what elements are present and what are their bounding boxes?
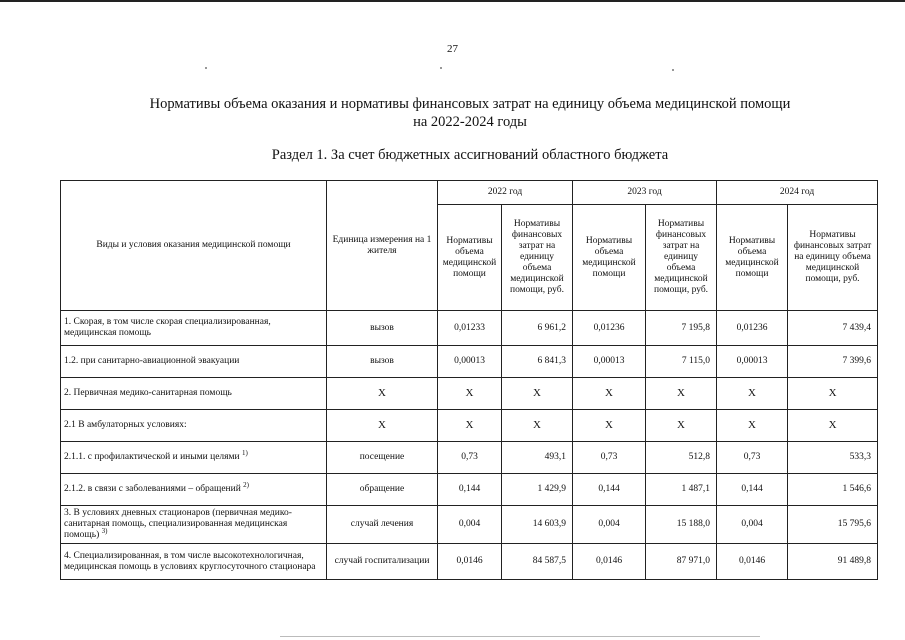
cell-norm-cost: 533,3 <box>788 442 878 474</box>
cell-norm-volume: Х <box>573 410 646 442</box>
cell-norm-cost: 87 971,0 <box>646 544 717 580</box>
cell-norm-volume: Х <box>573 378 646 410</box>
cell-norm-volume: Х <box>717 378 788 410</box>
header-year-2023: 2023 год <box>573 181 717 205</box>
table-row <box>61 474 878 506</box>
cell-norm-volume: 0,004 <box>438 506 502 544</box>
row-unit: Х <box>327 378 438 410</box>
section-heading: Раздел 1. За счет бюджетных ассигнований областного бюджета <box>271 147 669 163</box>
row-label <box>61 544 327 580</box>
cell-norm-volume: 0,0146 <box>573 544 646 580</box>
footnote-marker: 2) <box>243 480 250 489</box>
page-top-border <box>0 0 905 2</box>
table-row <box>61 346 878 378</box>
cell-norm-cost: 7 439,4 <box>788 311 878 346</box>
header-norm-volume: Нормативы объема медицинской помощи <box>717 205 788 311</box>
footnote-marker: 3) <box>101 526 108 535</box>
cell-norm-volume: 0,144 <box>573 474 646 506</box>
row-unit: случай лечения <box>327 506 438 544</box>
cell-norm-cost: 6 841,3 <box>502 346 573 378</box>
row-unit: случай госпитализации <box>327 544 438 580</box>
table-row <box>61 544 878 580</box>
header-norm-cost: Нормативы финансовых затрат на единицу объема медицинской помощи, руб. <box>788 205 878 311</box>
cell-norm-volume: 0,73 <box>438 442 502 474</box>
scan-speck <box>440 67 442 69</box>
cell-norm-cost: 6 961,2 <box>502 311 573 346</box>
row-label <box>61 311 327 346</box>
title-line-2: на 2022-2024 годы <box>413 114 527 130</box>
row-label <box>61 410 327 442</box>
header-norm-volume: Нормативы объема медицинской помощи <box>573 205 646 311</box>
title-line-1: Нормативы объема оказания и нормативы финансовых затрат на единицу объема медицинской помощи <box>149 96 791 112</box>
header-norm-cost: Нормативы финансовых затрат на единицу объема медицинской помощи, руб. <box>502 205 573 311</box>
row-label-text: 2.1.1. с профилактической и иными целями <box>64 452 242 462</box>
row-unit: вызов <box>327 346 438 378</box>
row-label <box>61 378 327 410</box>
cell-norm-volume: Х <box>717 410 788 442</box>
scan-artifact-line <box>280 636 760 637</box>
row-label-text: 1.2. при санитарно-авиационной эвакуации <box>64 356 240 366</box>
row-label <box>61 474 327 506</box>
cell-norm-cost: 15 795,6 <box>788 506 878 544</box>
row-label <box>61 442 327 474</box>
row-unit: вызов <box>327 311 438 346</box>
header-type: Виды и условия оказания медицинской помощи <box>61 181 327 311</box>
table-row <box>61 506 878 544</box>
cell-norm-cost: 15 188,0 <box>646 506 717 544</box>
table-row <box>61 378 878 410</box>
scan-speck <box>672 69 674 71</box>
cell-norm-volume: 0,01236 <box>573 311 646 346</box>
cell-norm-cost: Х <box>788 378 878 410</box>
cell-norm-volume: 0,00013 <box>717 346 788 378</box>
cell-norm-volume: 0,73 <box>717 442 788 474</box>
row-unit: обращение <box>327 474 438 506</box>
cell-norm-cost: 1 546,6 <box>788 474 878 506</box>
table-row <box>61 442 878 474</box>
cell-norm-cost: Х <box>788 410 878 442</box>
cell-norm-cost: Х <box>646 410 717 442</box>
table-body <box>61 311 878 580</box>
document-title <box>60 95 880 131</box>
cell-norm-volume: Х <box>438 410 502 442</box>
table-row <box>61 311 878 346</box>
cell-norm-volume: 0,004 <box>573 506 646 544</box>
header-norm-volume: Нормативы объема медицинской помощи <box>438 205 502 311</box>
cell-norm-volume: 0,144 <box>717 474 788 506</box>
cell-norm-volume: 0,00013 <box>573 346 646 378</box>
row-label-text: 2.1.2. в связи с заболеваниями – обращений <box>64 484 244 494</box>
cell-norm-volume: 0,0146 <box>717 544 788 580</box>
scan-speck <box>205 67 207 69</box>
cell-norm-volume: 0,00013 <box>438 346 502 378</box>
header-unit: Единица измерения на 1 жителя <box>327 181 438 311</box>
cell-norm-volume: Х <box>438 378 502 410</box>
row-unit: Х <box>327 410 438 442</box>
footnote-marker: 1) <box>242 448 248 457</box>
cell-norm-cost: 91 489,8 <box>788 544 878 580</box>
cell-norm-cost: 7 115,0 <box>646 346 717 378</box>
cell-norm-volume: 0,0146 <box>438 544 502 580</box>
cell-norm-volume: 0,01233 <box>438 311 502 346</box>
row-label-text: 2. Первичная медико-санитарная помощь <box>64 388 232 398</box>
row-label-text: 4. Специализированная, в том числе высокотехнологичная, медицинская помощь в условиях круглосуточного стационара <box>64 550 316 572</box>
cell-norm-cost: 493,1 <box>502 442 573 474</box>
row-label-text: 3. В условиях дневных стационаров (первичная медико-санитарная помощь, специализированная медицинская помощь) <box>64 508 292 540</box>
cell-norm-cost: Х <box>502 378 573 410</box>
cell-norm-volume: 0,004 <box>717 506 788 544</box>
norms-table <box>60 180 878 580</box>
row-label <box>61 346 327 378</box>
cell-norm-volume: 0,01236 <box>717 311 788 346</box>
table-row <box>61 410 878 442</box>
row-label <box>61 506 327 544</box>
cell-norm-cost: 7 195,8 <box>646 311 717 346</box>
cell-norm-volume: 0,144 <box>438 474 502 506</box>
header-norm-cost: Нормативы финансовых затрат на единицу объема медицинской помощи, руб. <box>646 205 717 311</box>
page-number: 27 <box>447 43 458 55</box>
cell-norm-cost: Х <box>502 410 573 442</box>
cell-norm-cost: 512,8 <box>646 442 717 474</box>
header-year-2022: 2022 год <box>438 181 573 205</box>
row-label-text: 1. Скорая, в том числе скорая специализированная, медицинская помощь <box>64 317 271 338</box>
cell-norm-cost: 14 603,9 <box>502 506 573 544</box>
cell-norm-cost: 1 487,1 <box>646 474 717 506</box>
row-label-text: 2.1 В амбулаторных условиях: <box>64 420 187 430</box>
row-unit: посещение <box>327 442 438 474</box>
cell-norm-volume: 0,73 <box>573 442 646 474</box>
cell-norm-cost: 1 429,9 <box>502 474 573 506</box>
cell-norm-cost: 7 399,6 <box>788 346 878 378</box>
cell-norm-cost: Х <box>646 378 717 410</box>
cell-norm-cost: 84 587,5 <box>502 544 573 580</box>
header-year-2024: 2024 год <box>717 181 878 205</box>
